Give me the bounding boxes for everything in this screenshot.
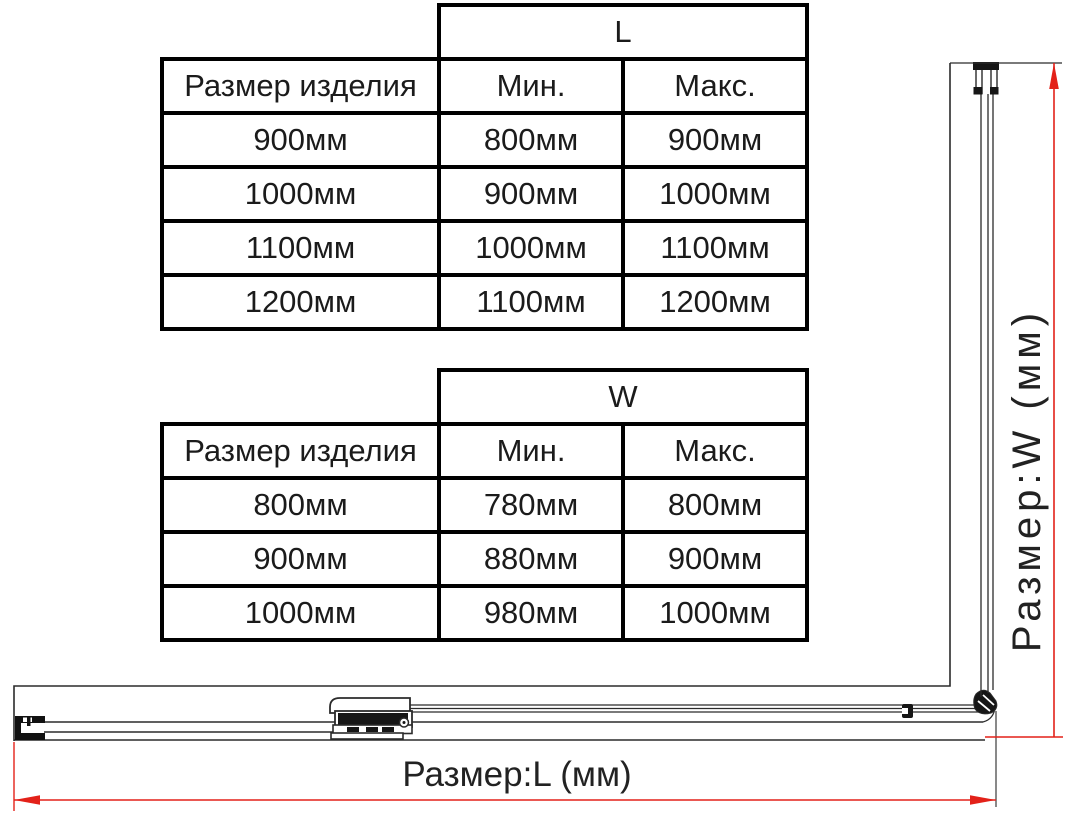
table-row: [162, 586, 807, 640]
cell-max: 900мм: [623, 532, 807, 586]
cell-product-size: 1000мм: [162, 167, 439, 221]
guide-clip: [902, 704, 913, 718]
dimension-line-L: [14, 795, 996, 805]
column-header: Макс.: [623, 59, 807, 113]
dimension-arrow-right: [970, 795, 996, 805]
size-table-W: [160, 368, 809, 642]
fixed-panel-lines: [44, 722, 983, 732]
table-row: [162, 424, 807, 478]
cell-min: 800мм: [439, 113, 623, 167]
table-row: [162, 370, 807, 424]
cell-max: 1000мм: [623, 167, 807, 221]
cell-product-size: 1100мм: [162, 221, 439, 275]
cell-product-size: 900мм: [162, 113, 439, 167]
cell-min: 880мм: [439, 532, 623, 586]
group-header-W: W: [439, 370, 807, 424]
table-row: [162, 478, 807, 532]
group-header-L: L: [439, 5, 807, 59]
cell-product-size: 900мм: [162, 532, 439, 586]
corner-connector: [974, 690, 997, 714]
cell-max: 1100мм: [623, 221, 807, 275]
dimension-arrow-left: [14, 795, 40, 805]
cell-product-size: 1200мм: [162, 275, 439, 329]
cell-min: 900мм: [439, 167, 623, 221]
width-dimension-label: Размер:W (мм): [1005, 307, 1049, 653]
sliding-door-lines: [408, 705, 983, 712]
cell-min: 780мм: [439, 478, 623, 532]
cell-product-size: 800мм: [162, 478, 439, 532]
column-header: Мин.: [439, 59, 623, 113]
column-header: Макс.: [623, 424, 807, 478]
table-row: [162, 167, 807, 221]
dimension-line-W: [1049, 63, 1059, 737]
table-row: [162, 5, 807, 59]
cell-min: 980мм: [439, 586, 623, 640]
column-header: Мин.: [439, 424, 623, 478]
table-row: [162, 59, 807, 113]
dimension-arrow-up: [1049, 63, 1059, 89]
cell-min: 1100мм: [439, 275, 623, 329]
column-header: Размер изделия: [162, 424, 439, 478]
cell-product-size: 1000мм: [162, 586, 439, 640]
table-row: [162, 113, 807, 167]
side-panel-lines: [981, 94, 993, 697]
cell-max: 1200мм: [623, 275, 807, 329]
cell-min: 1000мм: [439, 221, 623, 275]
cell-max: 900мм: [623, 113, 807, 167]
top-wall-bracket: [973, 62, 999, 95]
left-wall-bracket: [15, 716, 45, 740]
size-table-L: [160, 3, 809, 331]
roller-carriage: [330, 698, 412, 739]
column-header: Размер изделия: [162, 59, 439, 113]
table-row: [162, 275, 807, 329]
length-dimension-label: Размер:L (мм): [402, 755, 632, 794]
empty-corner-cell: [162, 5, 439, 59]
table-row: [162, 532, 807, 586]
cell-max: 800мм: [623, 478, 807, 532]
cell-max: 1000мм: [623, 586, 807, 640]
table-row: [162, 221, 807, 275]
empty-corner-cell: [162, 370, 439, 424]
